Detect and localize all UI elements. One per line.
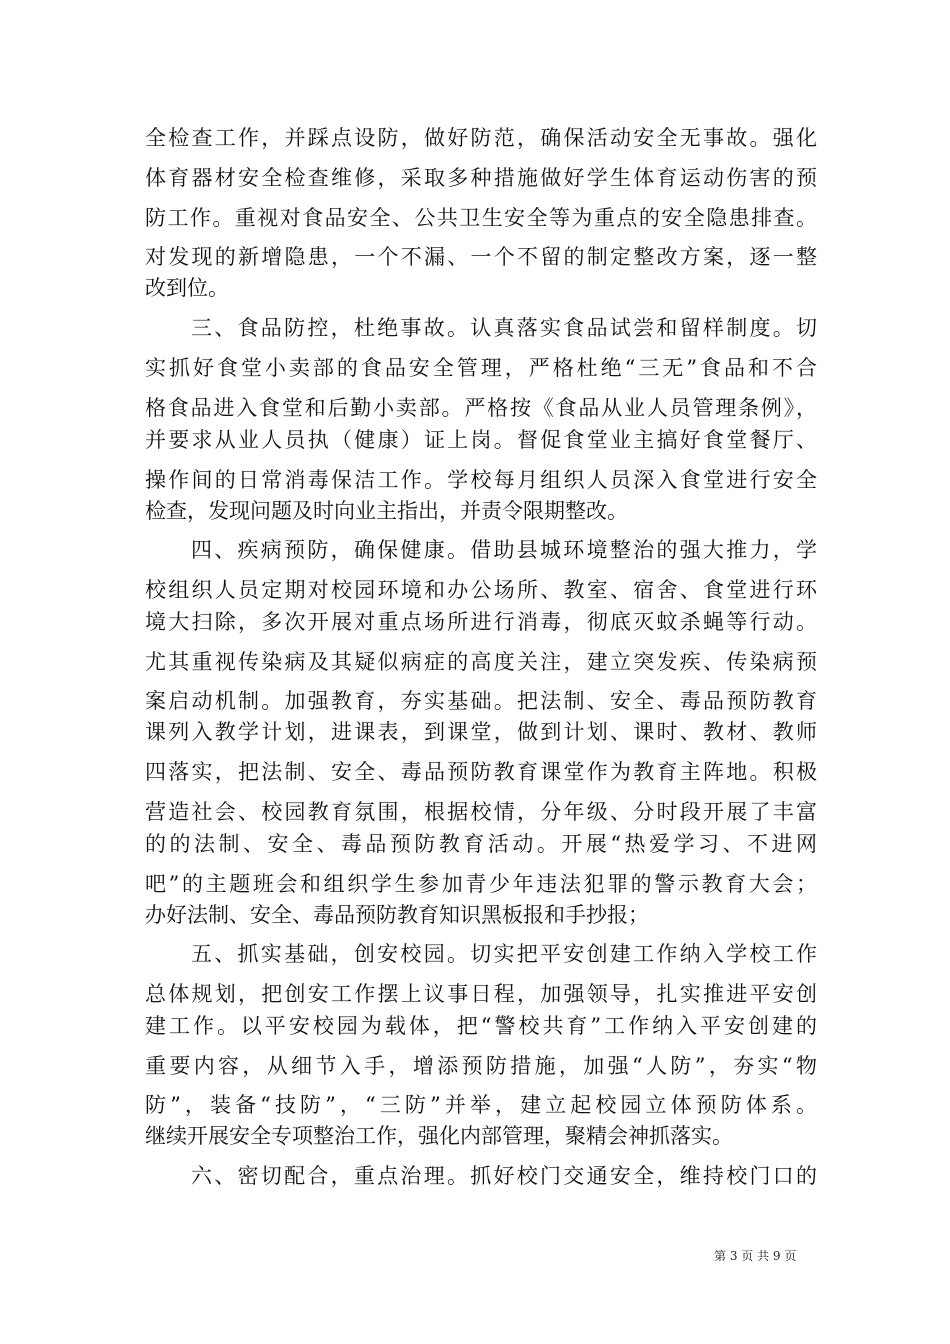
text-line: 体育器材安全检查维修，采取多种措施做好学生体育运动伤害的预 [145, 166, 817, 190]
text-line: 的的法制、安全、毒品预防教育活动。开展“热爱学习、不进网 [145, 832, 817, 856]
text-line: 课列入教学计划，进课表，到课堂，做到计划、课时、教材、教师 [145, 720, 817, 744]
paragraph-first-line: 三、食品防控，杜绝事故。认真落实食品试尝和留样制度。切 [191, 316, 817, 340]
text-line: 总体规划，把创安工作摆上议事日程，加强领导，扎实推进平安创 [145, 982, 817, 1006]
text-line: 校组织人员定期对校园环境和办公场所、教室、宿舍、食堂进行环 [145, 578, 817, 602]
text-line: 防工作。重视对食品安全、公共卫生安全等为重点的安全隐患排查。 [145, 206, 817, 230]
text-line: 尤其重视传染病及其疑似病症的高度关注，建立突发疾、传染病预 [145, 650, 817, 674]
text-line: 并要求从业人员执（健康）证上岗。督促食堂业主搞好食堂餐厅、 [145, 428, 817, 452]
text-line: 营造社会、校园教育氛围，根据校情，分年级、分时段开展了丰富 [145, 800, 817, 824]
text-line: 四落实，把法制、安全、毒品预防教育课堂作为教育主阵地。积极 [145, 760, 817, 784]
text-line: 办好法制、安全、毒品预防教育知识黑板报和手抄报； [145, 903, 649, 927]
text-line: 建工作。以平安校园为载体，把“警校共育”工作纳入平安创建的 [145, 1014, 817, 1038]
text-line: 检查，发现问题及时向业主指出，并责令限期整改。 [145, 499, 628, 523]
text-line: 实抓好食堂小卖部的食品安全管理，严格杜绝“三无”食品和不合 [145, 356, 817, 380]
text-line: 境大扫除，多次开展对重点场所进行消毒，彻底灭蚊杀蝇等行动。 [145, 610, 817, 634]
text-line: 操作间的日常消毒保洁工作。学校每月组织人员深入食堂进行安全 [145, 468, 817, 492]
text-line: 重要内容，从细节入手，增添预防措施，加强“人防”，夯实“物 [145, 1054, 817, 1078]
text-line: 继续开展安全专项整治工作，强化内部管理，聚精会神抓落实。 [145, 1124, 733, 1148]
text-line: 对发现的新增隐患，一个不漏、一个不留的制定整改方案，逐一整 [145, 245, 817, 269]
text-line: 全检查工作，并踩点设防，做好防范，确保活动安全无事故。强化 [145, 126, 817, 150]
paragraph-first-line: 六、密切配合，重点治理。抓好校门交通安全，维持校门口的 [191, 1164, 817, 1188]
page-number-footer: 第 3 页 共 9 页 [714, 1249, 797, 1263]
text-line: 防”，装备“技防”，“三防”并举，建立起校园立体预防体系。 [145, 1093, 817, 1117]
text-line: 吧”的主题班会和组织学生参加青少年违法犯罪的警示教育大会； [145, 872, 817, 896]
text-line: 案启动机制。加强教育，夯实基础。把法制、安全、毒品预防教育 [145, 689, 817, 713]
text-line: 格食品进入食堂和后勤小卖部。严格按《食品从业人员管理条例》， [145, 396, 817, 420]
paragraph-first-line: 五、抓实基础，创安校园。切实把平安创建工作纳入学校工作 [191, 942, 817, 966]
paragraph-first-line: 四、疾病预防，确保健康。借助县城环境整治的强大推力，学 [191, 538, 817, 562]
text-line: 改到位。 [145, 276, 229, 300]
